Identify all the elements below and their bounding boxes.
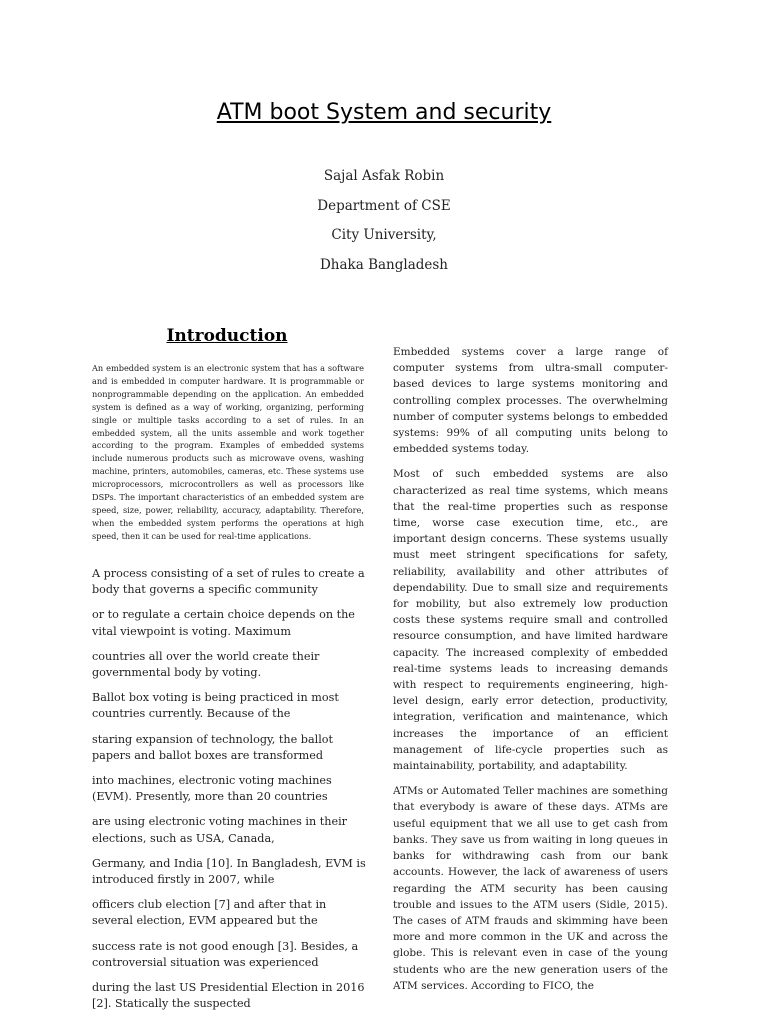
right-paragraph: Most of such embedded systems are also characterized as real time systems, which means that the real-time properties such as response time, worse case execution time, etc., are important design concerns. These systems usually must meet stringent specifications for safety, reliability, availability and other attributes of dependability. Due to small size and requirements for mobility, but also extremely low production costs these systems require small and controlled resource consumption, and have limited hardware capacity. The increased complexity of embedded real-time systems leads to increasing demands with respect to requirements engineering, high-level design, early error detection, productivity, integration, verification and maintenance, which increases the importance of an efficient management of life-cycle properties such as maintainability, portability, and adaptability. — [393, 468, 668, 773]
left-paragraph: success rate is not good enough [3]. Besides, a controversial situation was experienced — [92, 939, 359, 969]
left-column — [92, 566, 370, 1021]
right-paragraph: ATMs or Automated Teller machines are something that everybody is aware of these days. ATMs are useful equipment that we all use to get cash from banks. They save us from waiting in long queues in banks for withdrawing cash from our bank accounts. However, the lack of awareness of users regarding the ATM security has been causing trouble and issues to the ATM users (Sidle, 2015). The cases of ATM frauds and skimming have been more and more common in the UK and across the globe. This is relevant even in case of the young students who are the new generation users of the ATM services. According to FICO, the — [393, 785, 668, 992]
left-paragraph: are using electronic voting machines in their elections, such as USA, Canada, — [92, 815, 348, 845]
paper-title: ATM boot System and security — [216, 100, 552, 125]
author-university: City University, — [331, 227, 437, 243]
right-paragraph: Embedded systems cover a large range of computer systems from ultra-small computer-based devices to large systems monitoring and controlling complex processes. The overwhelming number of computer systems belongs to embedded systems: 99% of all computing units belong to embedded systems today. — [393, 346, 668, 456]
author-block — [0, 162, 768, 280]
author-location: Dhaka Bangladesh — [319, 256, 448, 273]
author-name: Sajal Asfak Robin — [323, 168, 445, 184]
right-column — [393, 344, 668, 1003]
left-paragraph: staring expansion of technology, the ballot papers and ballot boxes are transformed — [92, 732, 334, 762]
introduction-heading: Introduction — [166, 326, 288, 346]
left-paragraph: into machines, electronic voting machines (EVM). Presently, more than 20 countries — [92, 774, 332, 804]
abstract-paragraph: An embedded system is an electronic system that has a software and is embedded in computer hardware. It is programmable or nonprogrammable depending on the application. An embedded system is defined as a way of working, organizing, performing single or multiple tasks according to a set of rules. In an embedded system, all the units assemble and work together according to the program. Examples of embedded systems include numerous products such as microwave ovens, washing machine, printers, automobiles, cameras, etc. These systems use microprocessors, microcontrollers as well as processors like DSPs. The important characteristics of an embedded system are speed, size, power, reliability, accuracy, adaptability. Therefore, when the embedded system performs the operations at high speed, then it can be used for real-time applications. — [92, 363, 364, 541]
left-paragraph: Ballot box voting is being practiced in most countries currently. Because of the — [92, 691, 339, 721]
author-department: Department of CSE — [317, 197, 451, 214]
left-paragraph: officers club election [7] and after that in several election, EVM appeared but the — [92, 898, 327, 928]
left-paragraph: or to regulate a certain choice depends on the vital viewpoint is voting. Maximum — [92, 608, 355, 638]
left-paragraph: A process consisting of a set of rules to create a body that governs a specific community — [92, 567, 365, 597]
left-paragraph: Germany, and India [10]. In Bangladesh, EVM is introduced firstly in 2007, while — [92, 856, 366, 887]
left-paragraph: countries all over the world create their governmental body by voting. — [92, 649, 320, 680]
left-paragraph: during the last US Presidential Election in 2016 [2]. Statically the suspected — [92, 981, 365, 1011]
